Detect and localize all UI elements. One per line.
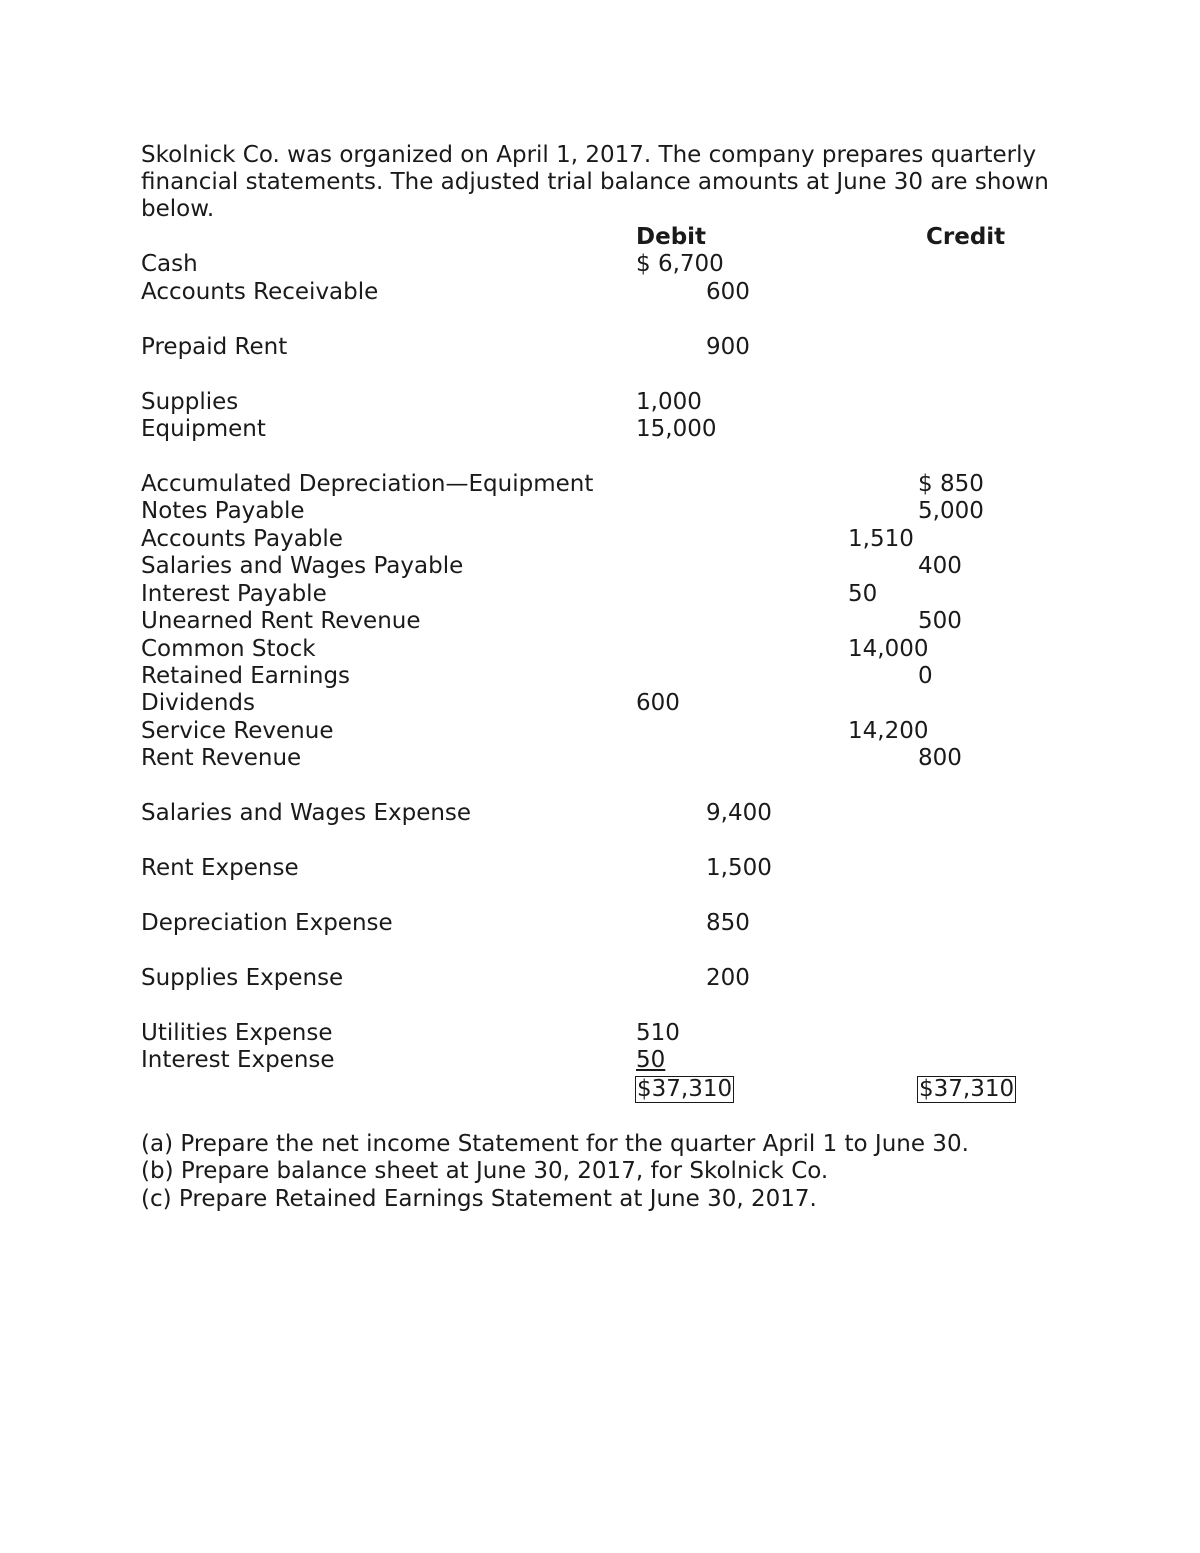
intro-paragraph: Skolnick Co. was organized on April 1, 2017. The company prepares quarterly financial statements. The adjusted trial balance amounts at June 30 are shown below. [141, 142, 1049, 222]
credit-amount: 14,000 [848, 636, 929, 662]
account-name: Supplies [141, 389, 239, 415]
debit-amount: 9,400 [706, 800, 772, 826]
credit-amount: 500 [918, 608, 962, 634]
account-name: Prepaid Rent [141, 334, 288, 360]
credit-amount: 1,510 [848, 526, 914, 552]
credit-amount: 400 [918, 553, 962, 579]
account-name: Common Stock [141, 636, 316, 662]
credit-amount: 14,200 [848, 718, 929, 744]
account-name: Equipment [141, 416, 266, 442]
account-name: Supplies Expense [141, 965, 344, 991]
credit-amount: 800 [918, 745, 962, 771]
debit-header: Debit [636, 224, 707, 250]
debit-amount: 600 [636, 690, 680, 716]
account-name: Cash [141, 251, 198, 277]
account-name: Retained Earnings [141, 663, 351, 689]
account-name: Depreciation Expense [141, 910, 393, 936]
credit-header: Credit [926, 224, 1006, 250]
debit-amount: 200 [706, 965, 750, 991]
credit-amount: $ 850 [918, 471, 984, 497]
account-name: Rent Revenue [141, 745, 302, 771]
debit-amount: 50 [636, 1047, 666, 1073]
question-b: (b) Prepare balance sheet at June 30, 2017, for Skolnick Co. [141, 1158, 829, 1184]
account-name: Interest Expense [141, 1047, 335, 1073]
debit-amount: 850 [706, 910, 750, 936]
account-name: Notes Payable [141, 498, 305, 524]
account-name: Unearned Rent Revenue [141, 608, 421, 634]
question-c: (c) Prepare Retained Earnings Statement at June 30, 2017. [141, 1186, 817, 1212]
debit-amount: 1,500 [706, 855, 772, 881]
account-name: Salaries and Wages Payable [141, 553, 464, 579]
account-name: Service Revenue [141, 718, 334, 744]
credit-amount: 5,000 [918, 498, 984, 524]
debit-amount: 510 [636, 1020, 680, 1046]
debit-amount: 1,000 [636, 389, 702, 415]
question-a: (a) Prepare the net income Statement for the quarter April 1 to June 30. [141, 1131, 969, 1157]
account-name: Accounts Payable [141, 526, 343, 552]
account-name: Interest Payable [141, 581, 327, 607]
credit-amount: 50 [848, 581, 878, 607]
account-name: Utilities Expense [141, 1020, 333, 1046]
credit-total: $37,310 [919, 1076, 1015, 1102]
account-name: Accounts Receivable [141, 279, 379, 305]
account-name: Dividends [141, 690, 256, 716]
debit-total: $37,310 [637, 1076, 733, 1102]
debit-amount: 600 [706, 279, 750, 305]
account-name: Rent Expense [141, 855, 299, 881]
account-name: Accumulated Depreciation—Equipment [141, 471, 594, 497]
account-name: Salaries and Wages Expense [141, 800, 472, 826]
debit-amount: 900 [706, 334, 750, 360]
credit-amount: 0 [918, 663, 933, 689]
debit-amount: 15,000 [636, 416, 717, 442]
debit-amount: $ 6,700 [636, 251, 724, 277]
